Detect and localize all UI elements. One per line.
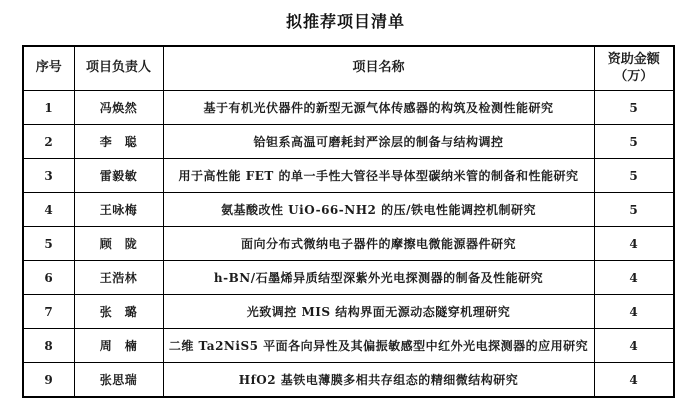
- cell-project: 铪钽系高温可磨耗封严涂层的制备与结构调控: [163, 125, 594, 159]
- table-row: [23, 91, 674, 125]
- col-header-amount-line2: （万）: [614, 68, 654, 84]
- cell-project: 氨基酸改性 UiO-66-NH2 的压/铁电性能调控机制研究: [163, 193, 594, 227]
- table-row: [23, 261, 674, 295]
- col-header-index: 序号: [23, 46, 74, 91]
- cell-leader: 张思瑞: [74, 363, 163, 398]
- cell-index: 9: [23, 363, 74, 398]
- cell-project: 面向分布式微纳电子器件的摩擦电微能源器件研究: [163, 227, 594, 261]
- cell-amount: 5: [594, 125, 674, 159]
- table-row: [23, 193, 674, 227]
- projects-table: [22, 45, 675, 398]
- cell-leader: 李 聪: [74, 125, 163, 159]
- cell-leader: 周 楠: [74, 329, 163, 363]
- col-header-amount-line1: 资助金额: [607, 52, 660, 68]
- cell-index: 8: [23, 329, 74, 363]
- cell-project: 二维 Ta2NiS5 平面各向异性及其偏振敏感型中红外光电探测器的应用研究: [163, 329, 594, 363]
- cell-project: 光致调控 MIS 结构界面无源动态隧穿机理研究: [163, 295, 594, 329]
- cell-index: 6: [23, 261, 74, 295]
- cell-project: h-BN/石墨烯异质结型深紫外光电探测器的制备及性能研究: [163, 261, 594, 295]
- cell-index: 3: [23, 159, 74, 193]
- cell-amount: 4: [594, 295, 674, 329]
- col-header-project: 项目名称: [163, 46, 594, 91]
- cell-leader: 雷毅敏: [74, 159, 163, 193]
- cell-amount: 4: [594, 227, 674, 261]
- table-row: [23, 295, 674, 329]
- table-row: [23, 227, 674, 261]
- cell-leader: 王浩林: [74, 261, 163, 295]
- table-row: [23, 363, 674, 398]
- cell-leader: 顾 陇: [74, 227, 163, 261]
- table-row: [23, 125, 674, 159]
- table-row: [23, 329, 674, 363]
- cell-leader: 张 璐: [74, 295, 163, 329]
- cell-index: 2: [23, 125, 74, 159]
- cell-project: 基于有机光伏器件的新型无源气体传感器的构筑及检测性能研究: [163, 91, 594, 125]
- table-header-row: [23, 46, 674, 91]
- col-header-amount: [594, 46, 674, 91]
- cell-amount: 5: [594, 193, 674, 227]
- cell-index: 5: [23, 227, 74, 261]
- cell-index: 1: [23, 91, 74, 125]
- cell-amount: 4: [594, 329, 674, 363]
- cell-amount: 5: [594, 159, 674, 193]
- cell-leader: 王咏梅: [74, 193, 163, 227]
- cell-project: HfO2 基铁电薄膜多相共存组态的精细微结构研究: [163, 363, 594, 398]
- cell-amount: 5: [594, 91, 674, 125]
- cell-index: 4: [23, 193, 74, 227]
- cell-index: 7: [23, 295, 74, 329]
- cell-leader: 冯焕然: [74, 91, 163, 125]
- cell-project: 用于高性能 FET 的单一手性大管径半导体型碳纳米管的制备和性能研究: [163, 159, 594, 193]
- page-title: 拟推荐项目清单: [285, 12, 405, 31]
- col-header-leader: 项目负责人: [74, 46, 163, 91]
- cell-amount: 4: [594, 261, 674, 295]
- table-row: [23, 159, 674, 193]
- cell-amount: 4: [594, 363, 674, 398]
